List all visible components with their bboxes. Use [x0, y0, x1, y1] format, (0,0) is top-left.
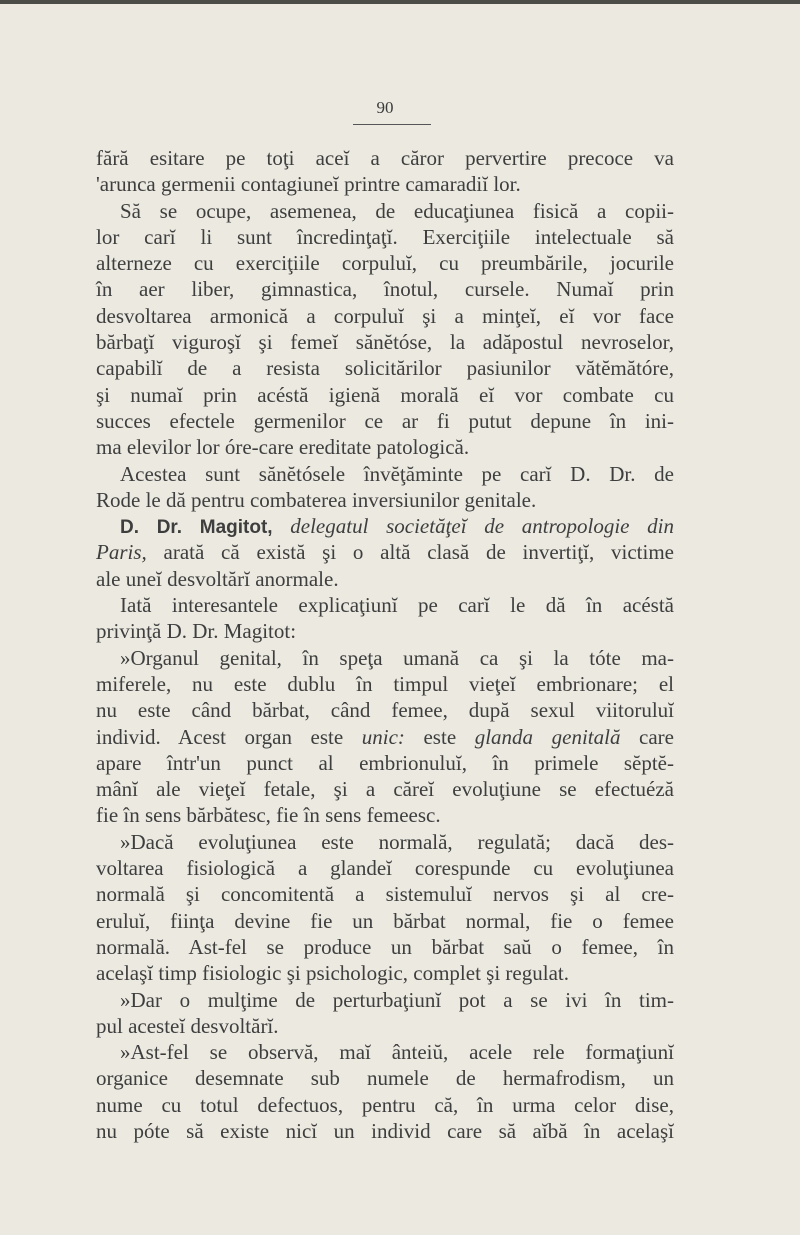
text-line: apare într'un punct al embrionuluĭ, în primele sĕptĕ- [96, 750, 674, 775]
italic-text: delegatul societăţeĭ de antropologie din [290, 514, 674, 539]
text-line: în aer liber, gimnastica, înotul, cursele. Numaĭ prin [96, 277, 674, 302]
text-line: »Dacă evoluţiunea este normală, regulată; dacă des- [120, 829, 674, 854]
text-line: Să se ocupe, asemenea, de educaţiunea fisică a copii- [120, 198, 674, 223]
text-line: mânĭ ale vieţeĭ fetale, şi a căreĭ evoluţiune se efectuéză [96, 777, 674, 802]
text-line: şi numaĭ prin acéstă igienă morală eĭ vor combate cu [96, 382, 674, 407]
text-line: »Ast-fel se observă, maĭ ânteiŭ, acele rele formaţiunĭ [120, 1040, 674, 1065]
text-line: succes efectele germenilor ce ar fi putut depune în ini- [96, 408, 674, 433]
italic-text: Paris, [96, 540, 147, 565]
italic-text: unic: [361, 724, 405, 749]
text-line: bărbaţĭ viguroşĭ şi femeĭ sănĕtóse, la adăpostul nevroselor, [96, 330, 674, 355]
text-line: normală şi concomitentă a sistemuluĭ nervos şi al cre- [96, 882, 674, 907]
text-line: ma elevilor lor óre-care ereditate patologică. [96, 435, 470, 460]
text-line: alterneze cu exerciţiile corpuluĭ, cu preumbările, jocurile [96, 251, 674, 276]
text-line: privinţă D. Dr. Magitot: [96, 619, 297, 644]
text-line: acelaşĭ timp fisiologic şi psichologic, complet şi regulat. [96, 961, 569, 986]
text-line: nume cu totul defectuos, pentru că, în urma celor dise, [96, 1092, 674, 1117]
text-line: 'arunca germenii contagiuneĭ printre camaradiĭ lor. [96, 172, 521, 197]
page-number: 90 [376, 98, 394, 117]
text-line: individ. Acest organ este unic: este glanda genitală care [96, 724, 674, 749]
text-line: nu póte să existe nicĭ un individ care să aĭbă în acelaşĭ [96, 1118, 674, 1143]
text-line [96, 513, 674, 539]
page-number-rule [353, 124, 431, 125]
page-top-edge [0, 0, 800, 4]
text-line: normală. Ast-fel se produce un bărbat saŭ o femee, în [96, 934, 674, 959]
text-line: Rode le dă pentru combaterea inversiunilor genitale. [96, 487, 537, 512]
text-line: Iată interesantele explicaţiunĭ pe carĭ le dă în acéstă [120, 593, 674, 618]
text-line: nu este când bărbat, când femee, după sexul viitoruluĭ [96, 698, 674, 723]
text-line: fie în sens bărbătesc, fie în sens femeesc. [96, 803, 441, 828]
text-line: desvoltarea armonică a corpuluĭ şi a minţeĭ, eĭ vor face [96, 303, 674, 328]
text-line: »Dar o mulţime de perturbaţiunĭ pot a se ivi în tim- [120, 987, 674, 1012]
author-name: D. Dr. Magitot, [120, 517, 273, 539]
text-line: »Organul genital, în speţa umană ca şi la tóte ma- [120, 645, 674, 670]
text-line: capabilĭ de a resista solicitărilor pasiunilor vătĕmătóre, [96, 356, 674, 381]
text-line: voltarea fisiologică a glandeĭ corespunde cu evoluţiunea [96, 856, 674, 881]
body-text [96, 145, 674, 1144]
text-line: fără esitare pe toţi aceĭ a căror pervertire precoce va [96, 146, 674, 170]
text-line: organice desemnate sub numele de hermafrodism, un [96, 1066, 674, 1091]
text-line: pul acesteĭ desvoltărĭ. [96, 1013, 279, 1038]
text-line: ale uneĭ desvoltărĭ anormale. [96, 566, 339, 591]
text-line: Paris, arată că există şi o altă clasă de invertiţĭ, victime [96, 540, 674, 565]
text-line: Acestea sunt sănĕtósele învĕţăminte pe carĭ D. Dr. de [120, 461, 674, 486]
text-line: lor carĭ li sunt încredinţaţĭ. Exerciţiile intelectuale să [96, 224, 674, 249]
text-line: miferele, nu este dublu în timpul vieţeĭ embrionare; el [96, 671, 674, 696]
text-line: eruluĭ, fiinţa devine fie un bărbat normal, fie o femee [96, 908, 674, 933]
italic-text: glanda genitală [474, 724, 621, 749]
